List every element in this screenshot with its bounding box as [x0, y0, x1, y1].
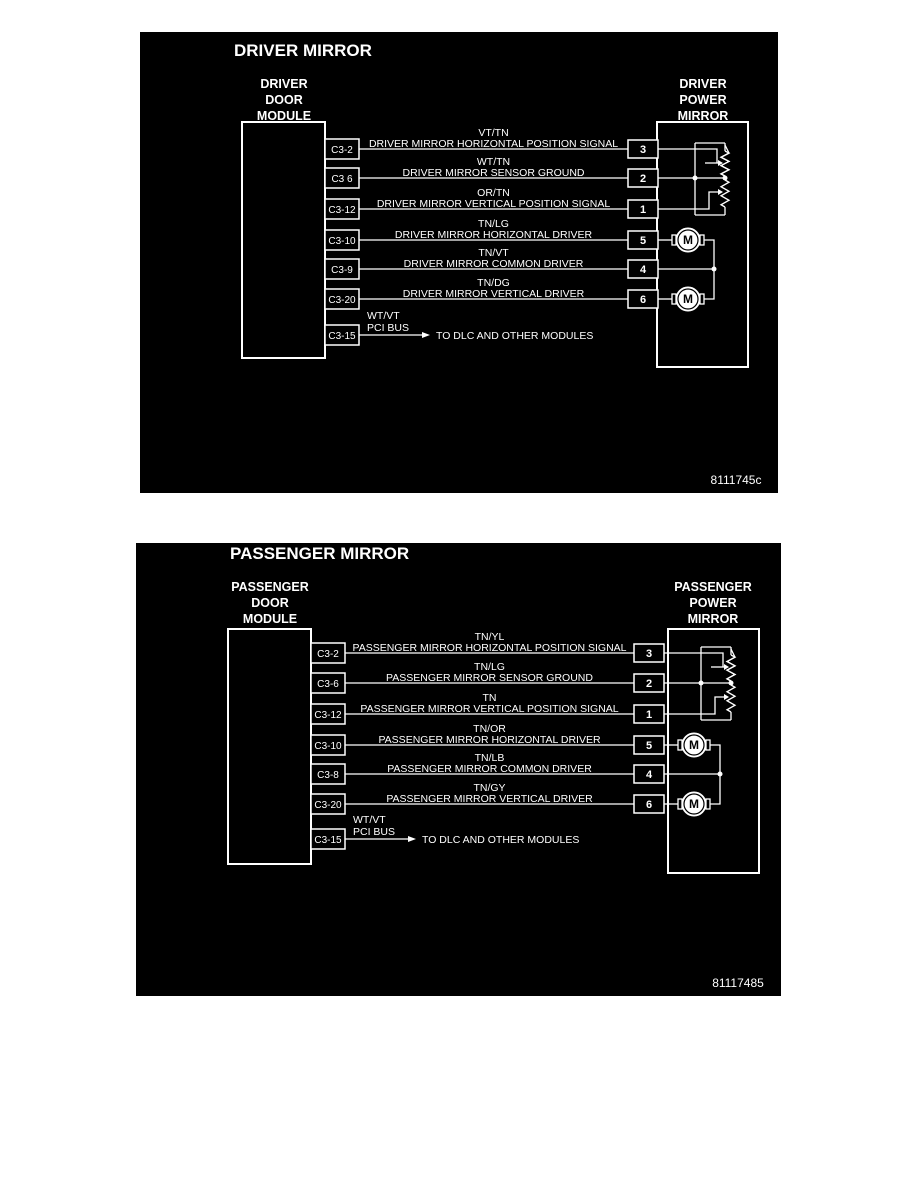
right-module-label: DRIVER: [679, 77, 727, 91]
passenger-mirror-diagram: [136, 543, 781, 996]
connector-label: C3-15: [328, 331, 356, 342]
bus-color-label: WT/VT: [353, 814, 386, 826]
driver-mirror-diagram: [140, 32, 778, 493]
connector-label: C3 6: [331, 174, 353, 185]
junction-dot: [723, 176, 728, 181]
motor-label: M: [683, 233, 693, 247]
pin-label: 6: [645, 799, 653, 811]
wiper-arrow: [718, 189, 723, 195]
connector-label: C3-12: [328, 205, 356, 216]
wire-color-label: OR/TN: [477, 187, 510, 199]
wire-color-label: TN/LB: [474, 752, 505, 764]
pin-label: 5: [645, 740, 653, 752]
bus-destination-label: TO DLC AND OTHER MODULES: [436, 330, 594, 342]
junction-dot: [699, 681, 704, 686]
circuit-function-label: DRIVER MIRROR HORIZONTAL POSITION SIGNAL: [368, 138, 619, 150]
circuit-function-label: PASSENGER MIRROR VERTICAL POSITION SIGNAL: [360, 703, 619, 715]
motor-brush: [706, 740, 710, 750]
circuit-function-label: PASSENGER MIRROR HORIZONTAL POSITION SIGNAL: [352, 642, 627, 654]
circuit-function-label: DRIVER MIRROR VERTICAL DRIVER: [402, 288, 585, 300]
wire-color-label: TN/LG: [478, 218, 509, 230]
wire-color-label: TN/OR: [473, 723, 506, 735]
circuit-function-label: DRIVER MIRROR VERTICAL POSITION SIGNAL: [376, 198, 611, 210]
connector-label: C3-10: [314, 741, 342, 752]
right-module-label: PASSENGER: [674, 580, 752, 594]
pin-label: 4: [645, 769, 653, 781]
wire-color-label: TN/GY: [473, 782, 506, 794]
circuit-function-label: DRIVER MIRROR COMMON DRIVER: [403, 258, 584, 270]
circuit-function-label: DRIVER MIRROR HORIZONTAL DRIVER: [394, 229, 593, 241]
diagram-title: DRIVER MIRROR: [234, 41, 372, 60]
bus-label: PCI BUS: [367, 322, 410, 334]
wire-color-label: WT/TN: [476, 156, 511, 168]
motor-label: M: [689, 738, 699, 752]
pin-label: 5: [639, 235, 647, 247]
left-module-label: MODULE: [256, 109, 312, 123]
figure-id: 81117485: [712, 976, 764, 990]
wiring-diagram-svg: [136, 543, 781, 996]
circuit-function-label: PASSENGER MIRROR COMMON DRIVER: [387, 763, 592, 775]
motor-brush: [678, 799, 682, 809]
connector-label: C3-2: [317, 649, 339, 660]
connector-label: C3-6: [317, 679, 339, 690]
motor-brush: [678, 740, 682, 750]
power-mirror-box: [668, 629, 759, 873]
wiring-diagram-svg: [140, 32, 778, 493]
left-module-label: DRIVER: [260, 77, 308, 91]
wire-color-label: TN/LG: [474, 661, 505, 673]
wiper-arrow: [724, 694, 729, 700]
motor-brush: [700, 294, 704, 304]
connector-label: C3-12: [314, 710, 342, 721]
bus-label: PCI BUS: [353, 826, 396, 838]
connector-label: C3-20: [328, 295, 356, 306]
motor-brush: [672, 235, 676, 245]
pin-label: 6: [639, 294, 647, 306]
wire-color-label: TN/VT: [478, 247, 509, 259]
potentiometer: [721, 151, 729, 176]
connector-label: C3-8: [317, 770, 339, 781]
connector-label: C3-20: [314, 800, 342, 811]
bus-color-label: WT/VT: [367, 310, 400, 322]
left-module-label: DOOR: [265, 93, 303, 107]
circuit-function-label: PASSENGER MIRROR VERTICAL DRIVER: [386, 793, 593, 805]
bus-destination-label: TO DLC AND OTHER MODULES: [422, 834, 580, 846]
wiper-wire: [664, 697, 727, 714]
pin-label: 1: [639, 204, 647, 216]
pin-label: 2: [639, 173, 647, 185]
wiper-wire: [658, 192, 721, 209]
potentiometer: [727, 655, 735, 681]
connector-label: C3-2: [331, 145, 353, 156]
wire-color-label: VT/TN: [478, 127, 509, 139]
junction-dot: [693, 176, 698, 181]
wire-color-label: TN/DG: [477, 277, 510, 289]
wiper-wire: [658, 149, 717, 163]
motor-label: M: [689, 797, 699, 811]
door-module-box: [242, 122, 325, 358]
right-module-label: MIRROR: [687, 612, 739, 626]
pin-label: 4: [639, 264, 647, 276]
figure-id: 8111745c: [710, 473, 762, 487]
connector-label: C3-15: [314, 835, 342, 846]
wire-color-label: TN/YL: [474, 631, 505, 643]
circuit-function-label: DRIVER MIRROR SENSOR GROUND: [402, 167, 585, 179]
junction-dot: [718, 772, 723, 777]
door-module-box: [228, 629, 311, 864]
diagram-title: PASSENGER MIRROR: [230, 544, 410, 563]
right-module-label: POWER: [679, 93, 727, 107]
wiper-wire: [664, 653, 723, 667]
left-module-label: PASSENGER: [231, 580, 309, 594]
bus-arrow: [422, 332, 430, 338]
junction-dot: [712, 267, 717, 272]
right-module-label: MIRROR: [677, 109, 729, 123]
motor-brush: [706, 799, 710, 809]
pin-label: 3: [645, 648, 653, 660]
connector-label: C3-9: [331, 265, 353, 276]
motor-label: M: [683, 292, 693, 306]
left-module-label: MODULE: [242, 612, 298, 626]
motor-brush: [672, 294, 676, 304]
connector-label: C3-10: [328, 236, 356, 247]
wire-color-label: TN: [482, 692, 497, 704]
potentiometer: [727, 685, 735, 712]
right-module-label: POWER: [689, 596, 737, 610]
left-module-label: DOOR: [251, 596, 289, 610]
pin-label: 2: [645, 678, 653, 690]
circuit-function-label: PASSENGER MIRROR HORIZONTAL DRIVER: [378, 734, 601, 746]
pin-label: 1: [645, 709, 653, 721]
potentiometer: [721, 180, 729, 207]
motor-brush: [700, 235, 704, 245]
pin-label: 3: [639, 144, 647, 156]
circuit-function-label: PASSENGER MIRROR SENSOR GROUND: [386, 672, 593, 684]
junction-dot: [729, 681, 734, 686]
bus-arrow: [408, 836, 416, 842]
